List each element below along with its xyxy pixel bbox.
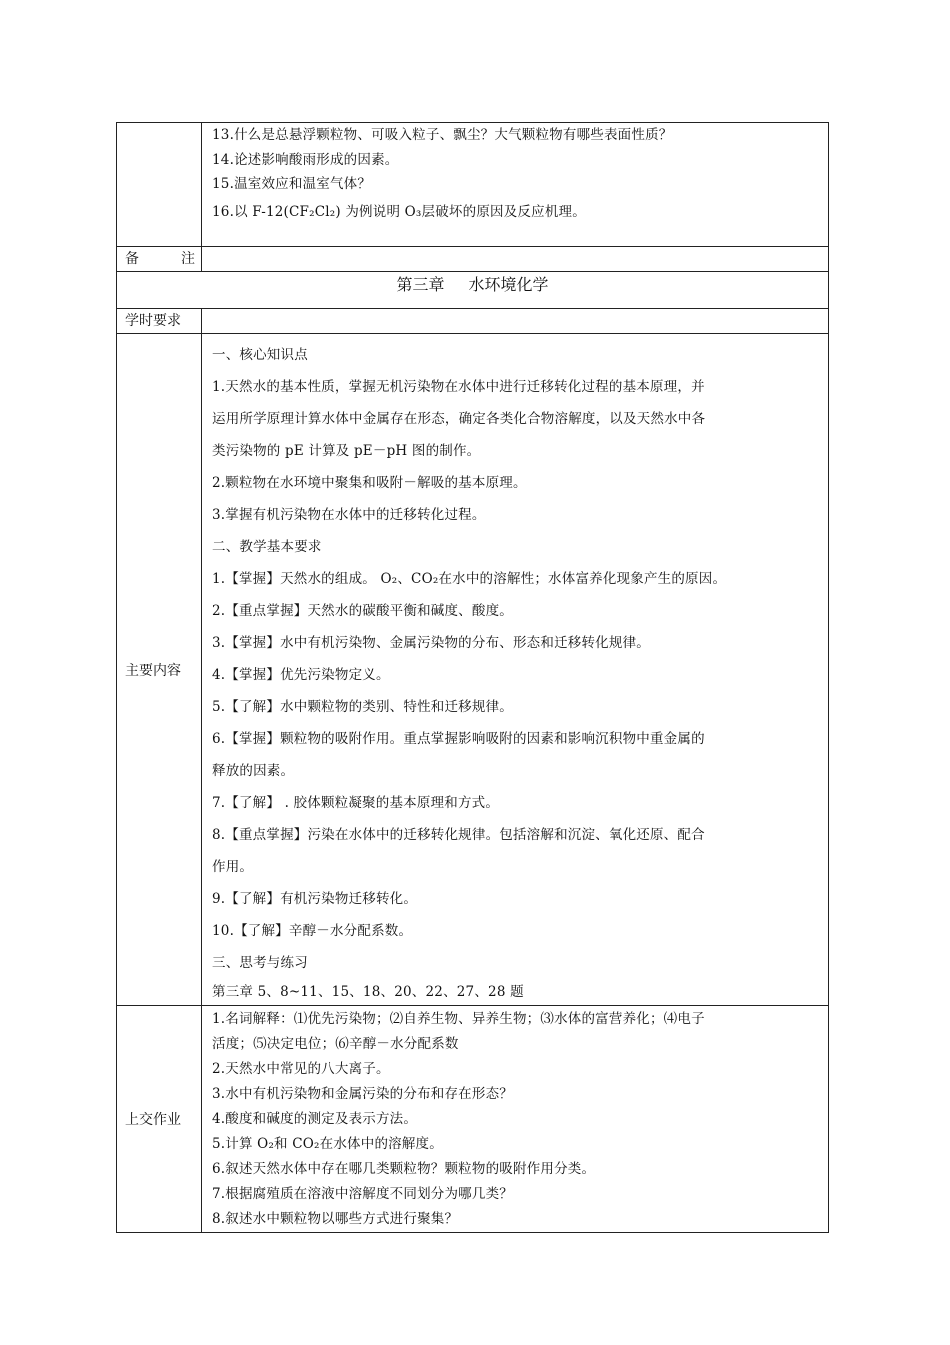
content-line: 3.掌握有机污染物在水体中的迁移转化过程。 xyxy=(212,507,486,523)
homework-line: 8.叙述水中颗粒物以哪些方式进行聚集？ xyxy=(212,1211,459,1227)
chapter-title xyxy=(117,272,829,309)
remarks-content xyxy=(202,247,829,272)
question-item: 15.温室效应和温室气体？ xyxy=(212,176,372,192)
hours-label: 学时要求 xyxy=(117,309,202,334)
syllabus-table xyxy=(116,122,829,1233)
content-line: 4.【掌握】优先污染物定义。 xyxy=(212,667,390,683)
content-line: 三、思考与练习 xyxy=(212,955,308,971)
homework-line: 7.根据腐殖质在溶液中溶解度不同划分为哪几类？ xyxy=(212,1186,513,1202)
questions-cell xyxy=(202,123,829,247)
chapter-row xyxy=(117,272,829,309)
main-content-cell xyxy=(202,334,829,1006)
questions-label-cell xyxy=(117,123,202,247)
chapter-number: 第三章 xyxy=(396,275,445,294)
hours-row xyxy=(117,309,829,334)
homework-line: 3.水中有机污染物和金属污染的分布和存在形态？ xyxy=(212,1086,513,1102)
remarks-label-char: 注 xyxy=(181,251,195,267)
content-line: 2.【重点掌握】天然水的碳酸平衡和碱度、酸度。 xyxy=(212,603,513,619)
content-line: 第三章 5、8~11、15、18、20、22、27、28 题 xyxy=(212,984,524,1000)
main-content-label: 主要内容 xyxy=(117,334,202,1006)
homework-cell xyxy=(202,1006,829,1233)
content-line: 7.【了解】 . 胶体颗粒凝聚的基本原理和方式。 xyxy=(212,795,500,811)
remarks-row xyxy=(117,247,829,272)
remarks-label-char: 备 xyxy=(125,251,139,267)
homework-line: 活度；⑸决定电位；⑹辛醇－水分配系数 xyxy=(212,1036,459,1052)
content-line: 运用所学原理计算水体中金属存在形态，确定各类化合物溶解度，以及天然水中各 xyxy=(212,411,706,427)
content-line: 一、核心知识点 xyxy=(212,347,308,363)
homework-line: 6.叙述天然水体中存在哪几类颗粒物？颗粒物的吸附作用分类。 xyxy=(212,1161,596,1177)
content-line: 9.【了解】有机污染物迁移转化。 xyxy=(212,891,418,907)
homework-line: 2.天然水中常见的八大离子。 xyxy=(212,1061,390,1077)
content-line: 8.【重点掌握】污染在水体中的迁移转化规律。包括溶解和沉淀、氧化还原、配合 xyxy=(212,827,705,843)
content-line: 3.【掌握】水中有机污染物、金属污染物的分布、形态和迁移转化规律。 xyxy=(212,635,650,651)
content-line: 释放的因素。 xyxy=(212,763,295,779)
content-line: 类污染物的 pE 计算及 pE－pH 图的制作。 xyxy=(212,443,481,459)
homework-line: 1.名词解释：⑴优先污染物；⑵自养生物、异养生物；⑶水体的富营养化；⑷电子 xyxy=(212,1011,705,1027)
chapter-name: 水环境化学 xyxy=(468,275,549,294)
main-content-row xyxy=(117,334,829,1006)
homework-label: 上交作业 xyxy=(117,1006,202,1233)
homework-line: 5.计算 O₂和 CO₂在水体中的溶解度。 xyxy=(212,1136,443,1152)
homework-line: 4.酸度和碱度的测定及表示方法。 xyxy=(212,1111,418,1127)
question-item: 14.论述影响酸雨形成的因素。 xyxy=(212,151,399,168)
content-line: 5.【了解】水中颗粒物的类别、特性和迁移规律。 xyxy=(212,699,513,715)
content-line: 6.【掌握】颗粒物的吸附作用。重点掌握影响吸附的因素和影响沉积物中重金属的 xyxy=(212,731,705,747)
content-line: 1.天然水的基本性质，掌握无机污染物在水体中进行迁移转化过程的基本原理，并 xyxy=(212,379,705,395)
homework-row xyxy=(117,1006,829,1233)
content-line: 10.【了解】辛醇－水分配系数。 xyxy=(212,923,413,939)
content-line: 1.【掌握】天然水的组成。 O₂、CO₂在水中的溶解性；水体富养化现象产生的原因。 xyxy=(212,571,727,587)
content-line: 2.颗粒物在水环境中聚集和吸附－解吸的基本原理。 xyxy=(212,475,527,491)
remarks-label xyxy=(117,247,202,272)
hours-value xyxy=(202,309,829,334)
questions-row xyxy=(117,123,829,247)
content-line: 二、教学基本要求 xyxy=(212,539,322,555)
question-item: 16.以 F-12(CF₂Cl₂) 为例说明 O₃层破坏的原因及反应机理。 xyxy=(212,203,586,220)
question-item: 13.什么是总悬浮颗粒物、可吸入粒子、飘尘？大气颗粒物有哪些表面性质？ xyxy=(212,127,673,143)
content-line: 作用。 xyxy=(212,859,254,875)
